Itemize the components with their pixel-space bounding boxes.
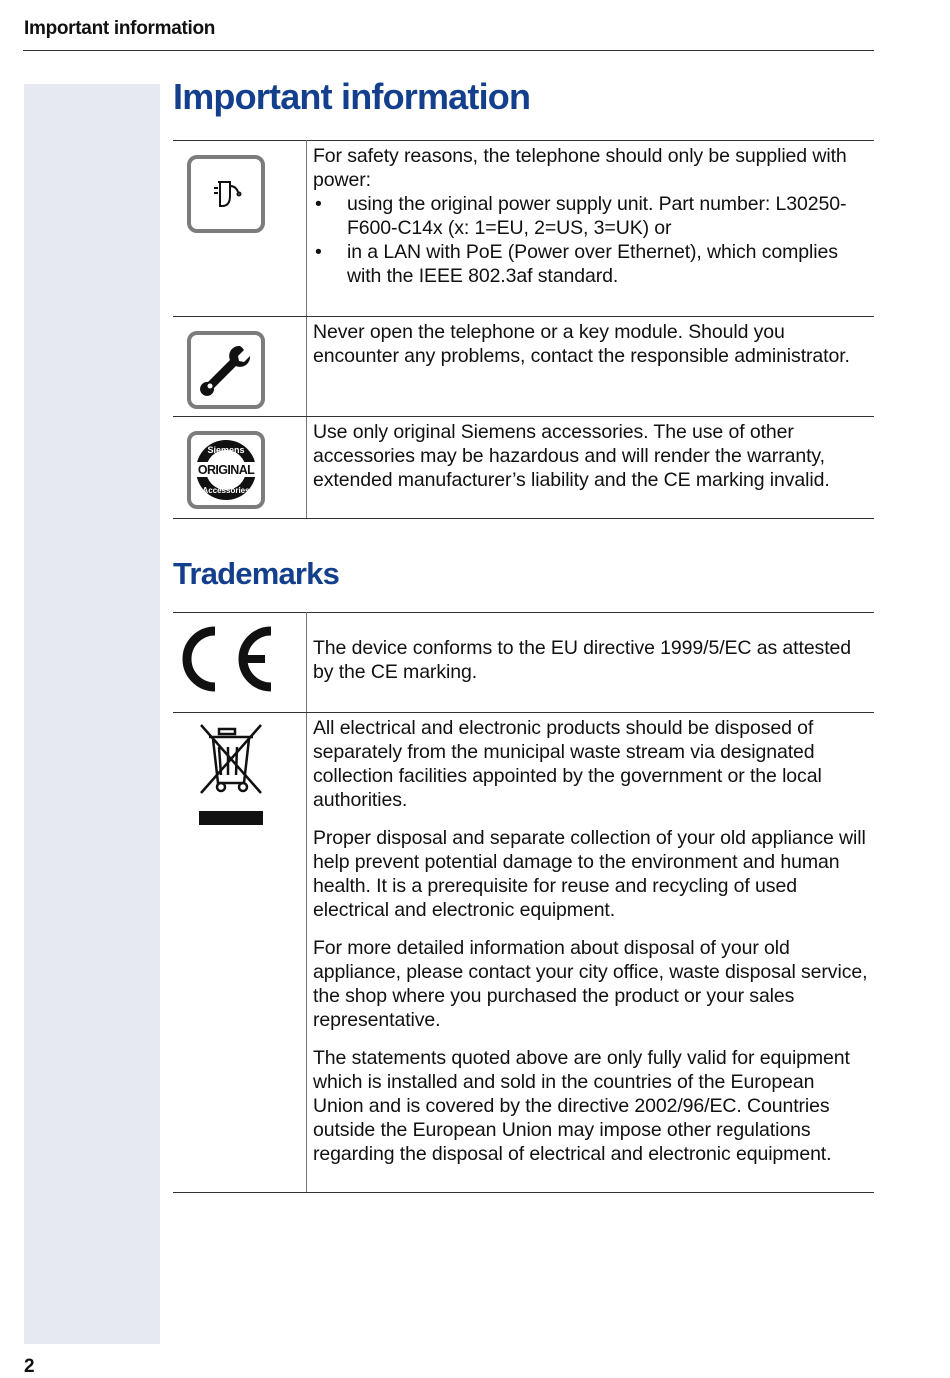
header-rule — [23, 50, 874, 51]
table-row — [173, 417, 874, 519]
table-row — [173, 141, 874, 317]
power-supply-intro: For safety reasons, the telephone should only be supplied with power: — [313, 145, 847, 191]
ce-marking-icon — [177, 619, 277, 699]
icon-cell — [173, 713, 307, 1193]
disposal-paragraph: Proper disposal and separate collection of your old appliance will help prevent potential damage to the environment and human health. It is a prerequisite for reuse and recycling of used electrical and electronic equipment. — [313, 827, 866, 921]
disposal-paragraph: All electrical and electronic products should be disposed of separately from the municipal waste stream via designated collection facilities appointed by the government or the local authorities. — [313, 717, 822, 811]
badge-bottom-text: Accessories — [202, 486, 250, 495]
wrench-text: Never open the telephone or a key module. Should you encounter any problems, contact the responsible administrator. — [307, 317, 875, 417]
trademarks-table — [173, 612, 874, 1193]
badge-middle-text: ORIGINAL — [197, 463, 255, 477]
icon-cell — [173, 417, 307, 519]
table-row — [173, 613, 874, 713]
icon-cell — [173, 141, 307, 317]
list-item: • in a LAN with PoE (Power over Ethernet), which complies with the IEEE 802.3af standard. — [313, 240, 870, 288]
power-supply-bullet-list — [313, 192, 870, 288]
disposal-paragraph: The statements quoted above are only fully valid for equipment which is installed and sold in the countries of the European Union and is covered by the directive 2002/96/EC. Countries outside the European Union may impose other regulations regarding the disposal of electrical and electronic equipment. — [313, 1047, 850, 1165]
badge-top-text: Siemens — [207, 445, 245, 455]
page-number: 2 — [24, 1356, 35, 1377]
important-info-table — [173, 140, 874, 519]
section-title-important: Important information — [173, 76, 531, 117]
accessories-badge — [194, 438, 258, 502]
disposal-paragraph: For more detailed information about disposal of your old appliance, please contact your city office, waste disposal service, the shop where you purchased the product or your sales representative. — [313, 937, 868, 1031]
table-row — [173, 317, 874, 417]
power-supply-text — [307, 141, 875, 317]
running-header: Important information — [24, 18, 216, 39]
crossed-out-wheelie-bin-icon — [195, 721, 267, 831]
list-item: • using the original power supply unit. Part number: L30250-F600-C14x (x: 1=EU, 2=US, 3=UK) or — [313, 192, 870, 240]
section-title-trademarks: Trademarks — [173, 556, 340, 591]
table-row — [173, 713, 874, 1193]
accessories-text: Use only original Siemens accessories. The use of other accessories may be hazardous and will render the warranty, extended manufacturer’s liability and the CE marking invalid. — [307, 417, 875, 519]
ce-text: The device conforms to the EU directive 1999/5/EC as attested by the CE marking. — [307, 613, 875, 713]
wrench-icon — [187, 331, 265, 409]
icon-cell — [173, 317, 307, 417]
disposal-text — [307, 713, 875, 1193]
siemens-original-accessories-icon — [187, 431, 265, 509]
power-supply-icon — [187, 155, 265, 233]
margin-sidebar — [24, 84, 160, 1344]
icon-cell — [173, 613, 307, 713]
